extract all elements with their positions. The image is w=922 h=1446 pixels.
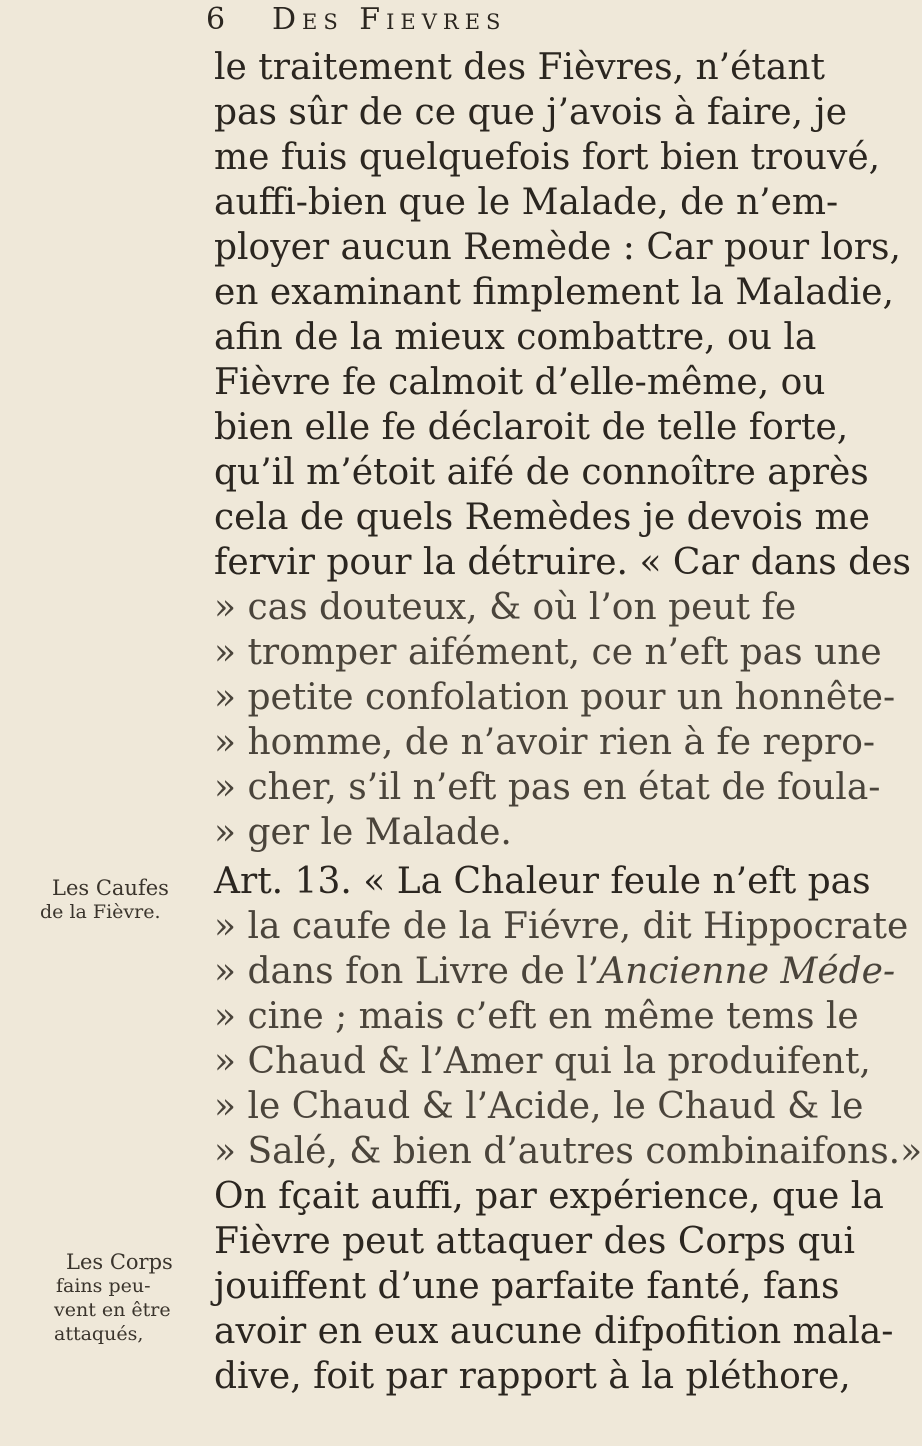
text-line: ployer aucun Remède : Car pour lors, xyxy=(214,227,901,268)
margin-note-line: fains peu- xyxy=(56,1275,151,1297)
text-line: me fuis quelquefois fort bien trouvé, xyxy=(214,137,881,178)
quote-line xyxy=(214,951,896,992)
margin-note-line: attaqués, xyxy=(54,1323,144,1345)
margin-note-line: Les Caufes xyxy=(52,876,169,900)
margin-note-line: de la Fièvre. xyxy=(40,901,161,923)
quote-line: » cas douteux, & où l’on peut fe xyxy=(214,587,797,628)
text-line: On fçait auffi, par expérience, que la xyxy=(214,1176,884,1217)
quote-line: » cher, s’il n’eft pas en état de foula- xyxy=(214,767,881,808)
quote-line: » homme, de n’avoir rien à fe repro- xyxy=(214,722,876,763)
quote-line: » la caufe de la Fiévre, dit Hippocrate xyxy=(214,906,909,947)
quote-line: » ger le Malade. xyxy=(214,812,512,853)
page-number: 6 xyxy=(206,2,229,37)
text-line: Fièvre peut attaquer des Corps qui xyxy=(214,1221,855,1262)
text-line: pas sûr de ce que j’avois à faire, je xyxy=(214,92,848,133)
quote-line: » tromper aifément, ce n’eft pas une xyxy=(214,632,882,673)
text-line: qu’il m’étoit aifé de connoître après xyxy=(214,452,869,493)
article-heading-line: Art. 13. « La Chaleur feule n’eft pas xyxy=(214,861,871,902)
text-line: fervir pour la détruire. « Car dans des xyxy=(214,542,912,583)
text-line: en examinant fimplement la Maladie, xyxy=(214,272,894,313)
text-line: auffi-bien que le Malade, de n’em- xyxy=(214,182,839,223)
text-line: dive, foit par rapport à la pléthore, xyxy=(214,1356,851,1397)
quote-line: » Chaud & l’Amer qui la produifent, xyxy=(214,1041,871,1082)
text-line: cela de quels Remèdes je devois me xyxy=(214,497,870,538)
text-line: bien elle fe déclaroit de telle forte, xyxy=(214,407,849,448)
quote-text: » dans fon Livre de l’ xyxy=(214,951,600,992)
text-line: jouiffent d’une parfaite fanté, fans xyxy=(214,1266,840,1307)
running-header xyxy=(196,2,616,42)
quote-line: » petite confolation pour un honnête- xyxy=(214,677,896,718)
text-line: Fièvre fe calmoit d’elle-même, ou xyxy=(214,362,826,403)
running-title: Des Fievres xyxy=(272,2,507,37)
text-line: le traitement des Fièvres, n’étant xyxy=(214,47,826,88)
italic-book-title: Ancienne Méde- xyxy=(599,951,896,992)
margin-note-line: Les Corps xyxy=(66,1250,173,1274)
text-line: afin de la mieux combattre, ou la xyxy=(214,317,817,358)
quote-line: » le Chaud & l’Acide, le Chaud & le xyxy=(214,1086,864,1127)
quote-line: » cine ; mais c’eft en même tems le xyxy=(214,996,859,1037)
text-line: avoir en eux aucune difpofition mala- xyxy=(214,1311,894,1352)
quote-line: » Salé, & bien d’autres combinaifons.» xyxy=(214,1131,922,1172)
margin-note-line: vent en être xyxy=(54,1299,171,1321)
